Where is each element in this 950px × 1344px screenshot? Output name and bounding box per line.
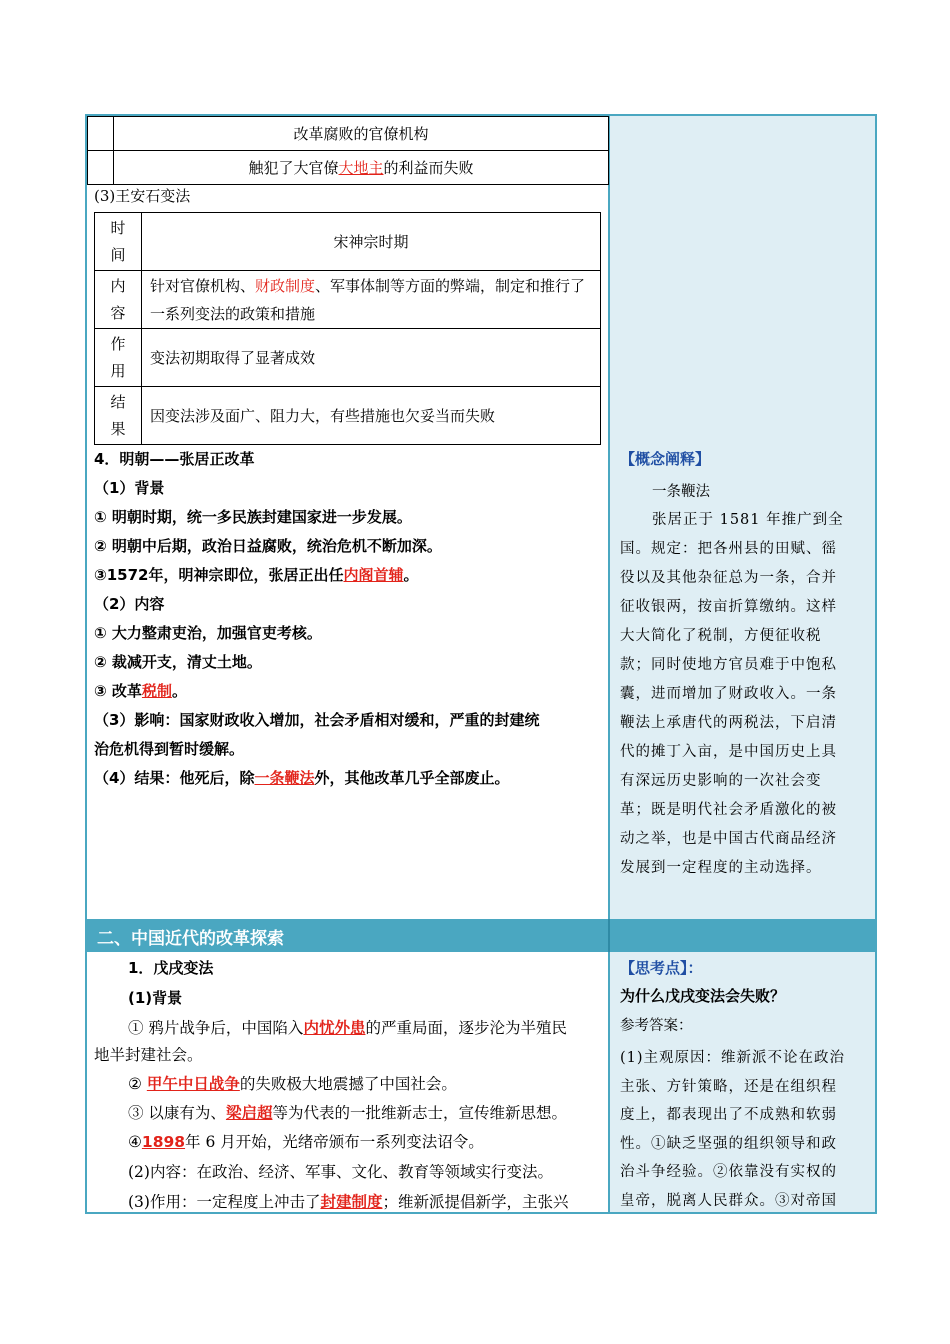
section-title: 二、中国近代的改革探索: [97, 929, 284, 949]
row-key: 结果: [95, 387, 142, 445]
wuxu-effect: (3)作用：一定程度上冲击了封建制度；维新派提倡新学，主张兴: [128, 1193, 569, 1211]
row-key: 内容: [95, 271, 142, 329]
ming-content-item: ② 裁减开支，清丈土地。: [94, 653, 262, 671]
row-value: 宋神宗时期: [142, 213, 601, 271]
key-term: 一条鞭法: [254, 769, 315, 787]
wuxu-bg-item: ③ 以康有为、梁启超等为代表的一批维新志士，宣传维新思想。: [128, 1104, 567, 1122]
think-ref: 参考答案：: [620, 1018, 693, 1034]
ming-content-label: （2）内容: [94, 595, 165, 613]
key-term: 内阁首辅: [343, 566, 404, 584]
ming-effect-cont: 治危机得到暂时缓解。: [94, 740, 245, 758]
wuxu-bg-item: ④1898年 6 月开始，光绪帝颁布一系列变法诏令。: [128, 1133, 484, 1151]
wuxu-bg-item: ① 鸦片战争后，中国陷入内忧外患的严重局面，逐步沦为半殖民: [128, 1019, 567, 1037]
column-divider: [608, 114, 610, 919]
section-header: [87, 919, 875, 952]
key-term: 税制: [141, 682, 172, 700]
ming-content-item: ③ 改革税制。: [94, 682, 187, 700]
think-body: (1)主观原因：维新派不论在政治 主张、方针策略，还是在组织程 度上，都表现出了不成熟和软弱 性。①缺乏坚强的组织领导和政 治斗争经验。②依靠没有实权的 皇帝，脱离人民群众。③对帝国: [620, 1050, 846, 1209]
ming-effect: （3）影响：国家财政收入增加，社会矛盾相对缓和，严重的封建统: [94, 711, 540, 729]
row-key: 时间: [95, 213, 142, 271]
table-row: [95, 387, 601, 445]
wuxu-bg-item: ② 甲午中日战争的失败极大地震撼了中国社会。: [128, 1075, 457, 1093]
think-question: 为什么戊戌变法会失败？: [620, 987, 786, 1005]
ming-bg-label: （1）背景: [94, 479, 165, 497]
wang-heading: (3)王安石变法: [94, 187, 191, 205]
wuxu-bg-label: (1)背景: [128, 989, 183, 1007]
key-term: 大地主: [338, 159, 384, 177]
key-term: 梁启超: [225, 1104, 273, 1122]
wuxu-heading: 1．戊戌变法: [128, 959, 214, 977]
ming-bg-item: ③1572年，明神宗即位，张居正出任内阁首辅。: [94, 566, 419, 584]
wang-anshi-table: [94, 212, 601, 445]
key-term: 甲午中日战争: [146, 1075, 240, 1093]
think-label: 【思考点】：: [620, 959, 703, 977]
reform-summary-table: [87, 116, 609, 185]
table-row: [95, 271, 601, 329]
ming-content-item: ① 大力整肃吏治，加强官吏考核。: [94, 624, 322, 642]
table-row: [95, 213, 601, 271]
ming-result: （4）结果：他死后，除一条鞭法外，其他改革几乎全部废止。: [94, 769, 510, 787]
row-value: 因变法涉及面广、阻力大，有些措施也欠妥当而失败: [142, 387, 601, 445]
key-term: 内忧外患: [303, 1019, 366, 1037]
row-value: 针对官僚机构、财政制度、军事体制等方面的弊端，制定和推行了一系列变法的政策和措施: [142, 271, 601, 329]
table-row: 改革腐败的官僚机构: [114, 117, 609, 151]
row-value: 变法初期取得了显著成效: [142, 329, 601, 387]
table-row: 触犯了大官僚大地主的利益而失败: [114, 151, 609, 185]
row-key: 作用: [95, 329, 142, 387]
ming-heading: 4．明朝——张居正改革: [94, 450, 255, 468]
concept-term: 一条鞭法: [652, 484, 710, 500]
wuxu-bg-item-cont: 地半封建社会。: [94, 1046, 203, 1064]
concept-body: 张居正于 1581 年推广到全 国。规定：把各州县的田赋、徭 役以及其他杂征总为一条，合并 征收银两，按亩折算缴纳。这样 大大简化了税制，方便征收税 款；同时使地方官员难于中饱私 囊，进而增加了财政收入。一条 鞭法上承唐代的两税法，下启清 代的摊丁入亩，是中国历史上具 有深远历史影响的一次社会变 革；既是明代社会矛盾激化的被 动之举，也是中国古代商品经济 发展到一定程度的主动选择。: [620, 512, 844, 876]
key-term: 封建制度: [320, 1193, 383, 1211]
column-divider-lower: [608, 952, 610, 1214]
key-term: 财政制度: [255, 276, 316, 295]
ming-bg-item: ② 明朝中后期，政治日益腐败，统治危机不断加深。: [94, 537, 442, 555]
table-row: [95, 329, 601, 387]
wuxu-content: (2)内容：在政治、经济、军事、文化、教育等领域实行变法。: [128, 1163, 553, 1181]
section-divider: [608, 919, 610, 952]
ming-bg-item: ① 明朝时期，统一多民族封建国家进一步发展。: [94, 508, 412, 526]
key-term: 1898: [141, 1133, 186, 1151]
concept-label: 【概念阐释】: [620, 450, 711, 468]
